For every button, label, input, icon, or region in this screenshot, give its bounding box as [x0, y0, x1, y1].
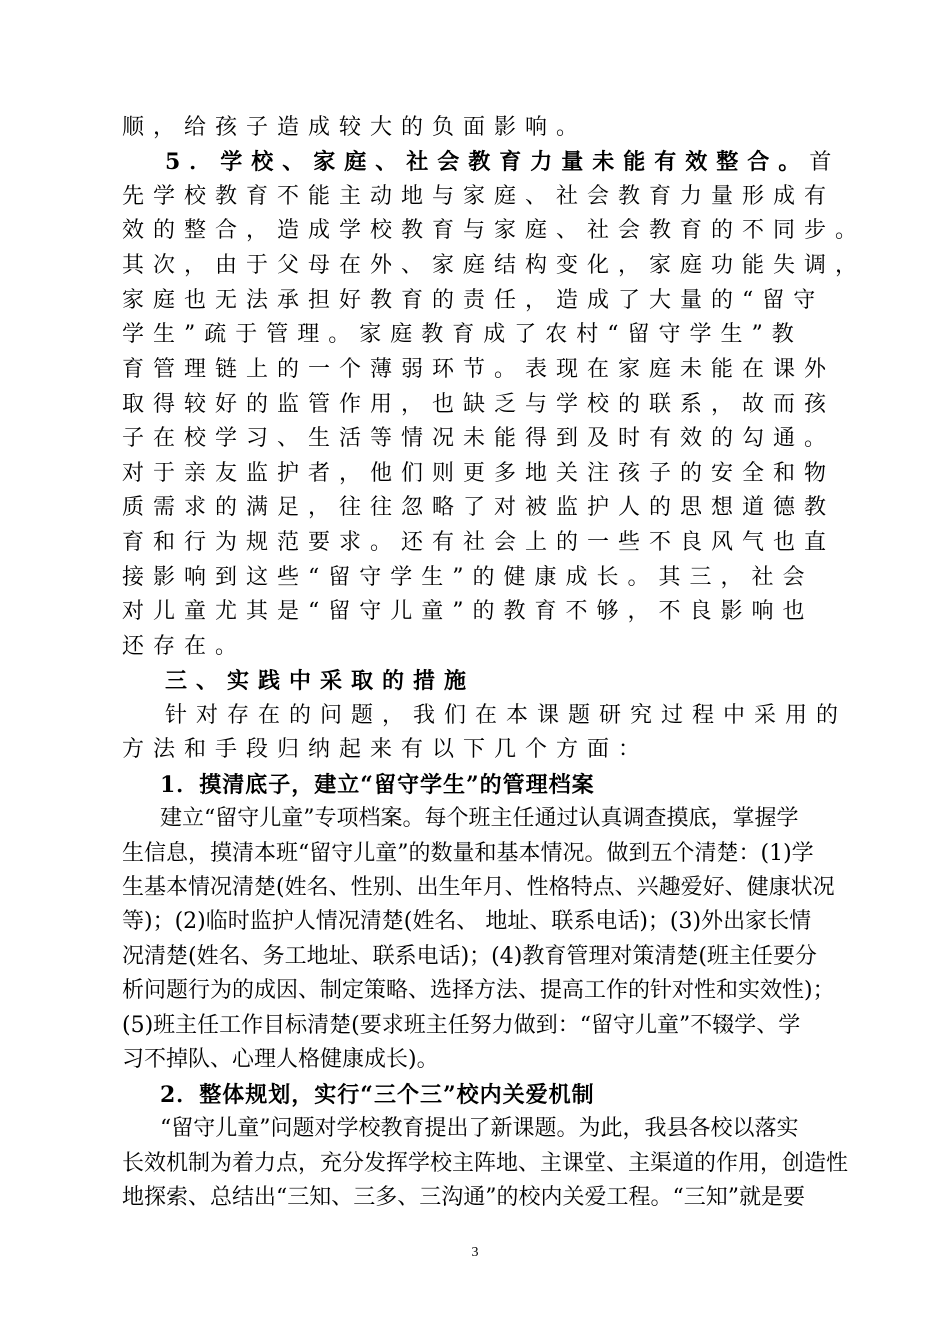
paragraph-line: “留守儿童”问题对学校教育提出了新课题。为此，我县各校以落实 — [160, 1116, 799, 1141]
paragraph-line: 对儿童尤其是“留守儿童”的教育不够，不良影响也 — [122, 599, 814, 624]
paragraph-line: 况清楚(姓名、务工地址、联系电话)；(4)教育管理对策清楚(班主任要分 — [122, 944, 817, 969]
paragraph-line: 顺，给孩子造成较大的负面影响。 — [122, 115, 588, 140]
paragraph-line: 析问题行为的成因、制定策略、选择方法、提高工作的针对性和实效性)； — [122, 978, 835, 1003]
paragraph-line: 效的整合，造成学校教育与家庭、社会教育的不同步。 — [122, 218, 867, 243]
paragraph-line: 接影响到这些“留守学生”的健康成长。其三，社会 — [122, 565, 814, 590]
paragraph-line: 长效机制为着力点，充分发挥学校主阵地、主课堂、主渠道的作用，创造性 — [122, 1151, 849, 1176]
subheading-1: 1．摸清底子，建立“留守学生”的管理档案 — [160, 772, 595, 798]
page-number: 3 — [471, 1245, 479, 1260]
paragraph-line: 学生”疏于管理。家庭教育成了农村“留守学生”教 — [122, 322, 803, 347]
paragraph-line: 建立“留守儿童”专项档案。每个班主任通过认真调查摸底，掌握学 — [160, 806, 799, 831]
paragraph-line: 对于亲友监护者，他们则更多地关注孩子的安全和物 — [122, 461, 836, 486]
paragraph-line: 其次，由于父母在外、家庭结构变化，家庭功能失调， — [122, 253, 867, 278]
section-heading-5 — [165, 147, 841, 177]
paragraph-line: 地探索、总结出“三知、三多、三沟通”的校内关爱工程。“三知”就是要 — [122, 1185, 805, 1210]
paragraph-line: 育和行为规范要求。还有社会上的一些不良风气也直 — [122, 530, 836, 555]
paragraph-line: 生信息，摸清本班“留守儿童”的数量和基本情况。做到五个清楚：(1)学 — [122, 841, 814, 866]
paragraph-line: 取得较好的监管作用，也缺乏与学校的联系，故而孩 — [122, 392, 836, 417]
paragraph-line: 家庭也无法承担好教育的责任，造成了大量的“留守 — [122, 288, 825, 313]
paragraph-line: 还存在。 — [122, 634, 247, 659]
paragraph-line: 方法和手段归纳起来有以下几个方面： — [122, 737, 650, 762]
paragraph-line: 生基本情况清楚(姓名、性别、出生年月、性格特点、兴趣爱好、健康状况 — [122, 875, 835, 900]
paragraph-line: 习不掉队、心理人格健康成长)。 — [122, 1047, 439, 1072]
paragraph-line: 针对存在的问题，我们在本课题研究过程中采用的 — [165, 703, 848, 728]
paragraph-line: 先学校教育不能主动地与家庭、社会教育力量形成有 — [122, 184, 836, 209]
paragraph-line: 子在校学习、生活等情况未能得到及时有效的勾通。 — [122, 426, 836, 451]
paragraph-text: 首 — [809, 150, 841, 175]
paragraph-line: 育管理链上的一个薄弱环节。表现在家庭未能在课外 — [122, 357, 836, 382]
section-heading-3: 三、实践中采取的措施 — [165, 668, 476, 694]
bold-heading-text: 5．学校、家庭、社会教育力量未能有效整合。 — [165, 149, 810, 175]
paragraph-line: (5)班主任工作目标清楚(要求班主任努力做到：“留守儿童”不辍学、学 — [122, 1013, 801, 1038]
paragraph-line: 质需求的满足，往往忽略了对被监护人的思想道德教 — [122, 495, 836, 520]
subheading-2: 2．整体规划，实行“三个三”校内关爱机制 — [160, 1082, 595, 1108]
paragraph-line: 等)；(2)临时监护人情况清楚(姓名、 地址、联系电话)；(3)外出家长情 — [122, 909, 812, 934]
